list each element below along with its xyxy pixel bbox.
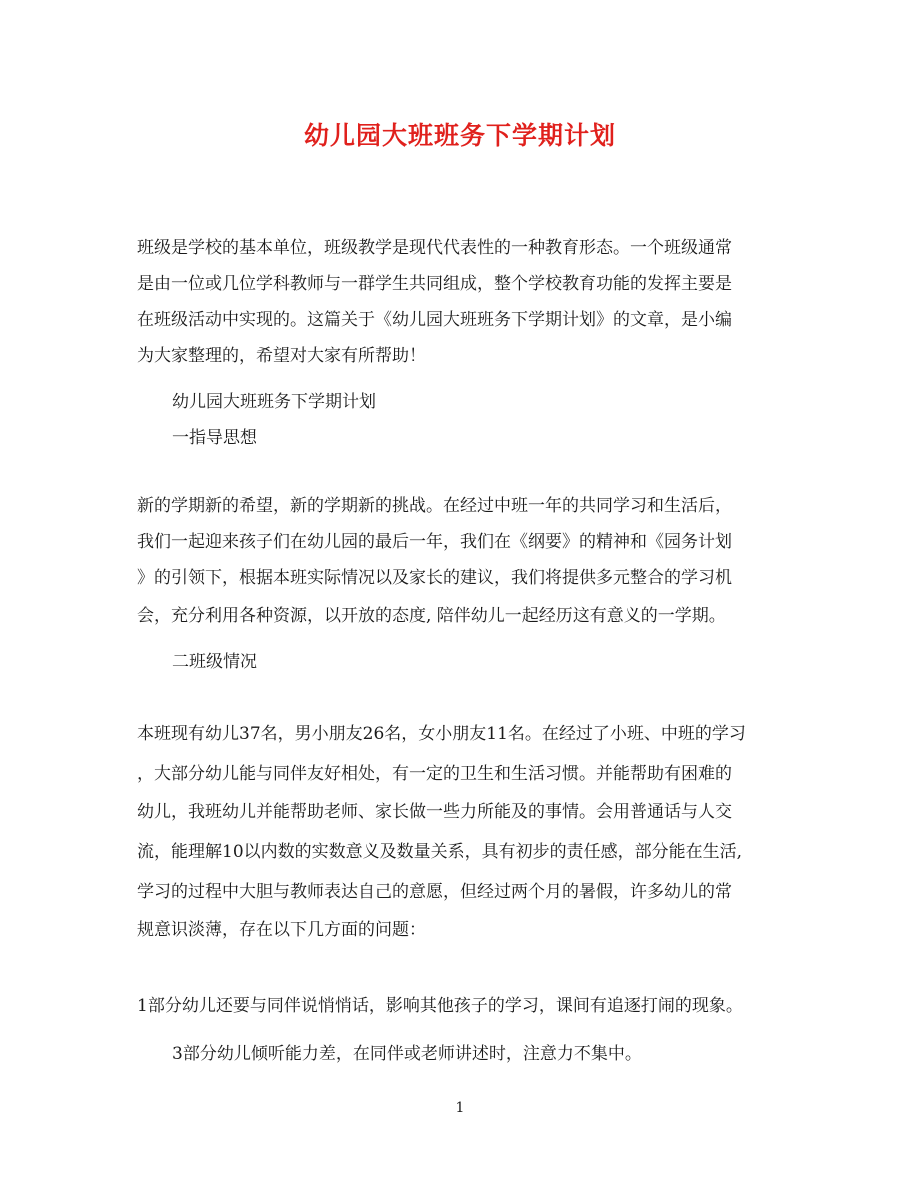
intro-line-3: 在班级活动中实现的。这篇关于《幼儿园大班班务下学期计划》的文章，是小编 (137, 310, 732, 330)
section1-line-1: 新的学期新的希望，新的学期新的挑战。在经过中班一年的共同学习和生活后， (137, 496, 732, 516)
section1-line-3: 》的引领下，根据本班实际情况以及家长的建议，我们将提供多元整合的学习机 (137, 568, 732, 588)
section1-line-2: 我们一起迎来孩子们在幼儿园的最后一年，我们在《纲要》的精神和《园务计划 (137, 532, 732, 552)
section2-line-2: ，大部分幼儿能与同伴友好相处，有一定的卫生和生活习惯。并能帮助有困难的 (137, 764, 732, 784)
problem-item-1: 1部分幼儿还要与同伴说悄悄话，影响其他孩子的学习，课间有追逐打闹的现象。 (137, 996, 743, 1016)
intro-line-4: 为大家整理的，希望对大家有所帮助！ (137, 346, 426, 366)
section2-line-4: 流，能理解10以内数的实数意义及数量关系，具有初步的责任感，部分能在生活, (137, 842, 743, 862)
page-number: 1 (455, 1100, 465, 1116)
section1-line-4: 会，充分利用各种资源，以开放的态度, 陪伴幼儿一起经历这有意义的一学期。 (137, 606, 726, 626)
section2-line-6: 规意识淡薄，存在以下几方面的问题： (137, 920, 426, 940)
section-heading-class-situation: 二班级情况 (172, 652, 257, 672)
problem-item-3: 3部分幼儿倾听能力差，在同伴或老师讲述时，注意力不集中。 (172, 1044, 642, 1064)
section-heading-guiding-thought: 一指导思想 (172, 428, 257, 448)
section2-line-1: 本班现有幼儿37名，男小朋友26名，女小朋友11名。在经过了小班、中班的学习 (137, 724, 746, 744)
section2-line-5: 学习的过程中大胆与教师表达自己的意愿，但经过两个月的暑假，许多幼儿的常 (137, 882, 732, 902)
document-title: 幼儿园大班班务下学期计划 (303, 121, 616, 150)
intro-line-1: 班级是学校的基本单位，班级教学是现代代表性的一种教育形态。一个班级通常 (137, 238, 732, 258)
subtitle: 幼儿园大班班务下学期计划 (172, 392, 376, 412)
intro-line-2: 是由一位或几位学科教师与一群学生共同组成，整个学校教育功能的发挥主要是 (137, 274, 732, 294)
section2-line-3: 幼儿，我班幼儿并能帮助老师、家长做一些力所能及的事情。会用普通话与人交 (137, 802, 732, 822)
